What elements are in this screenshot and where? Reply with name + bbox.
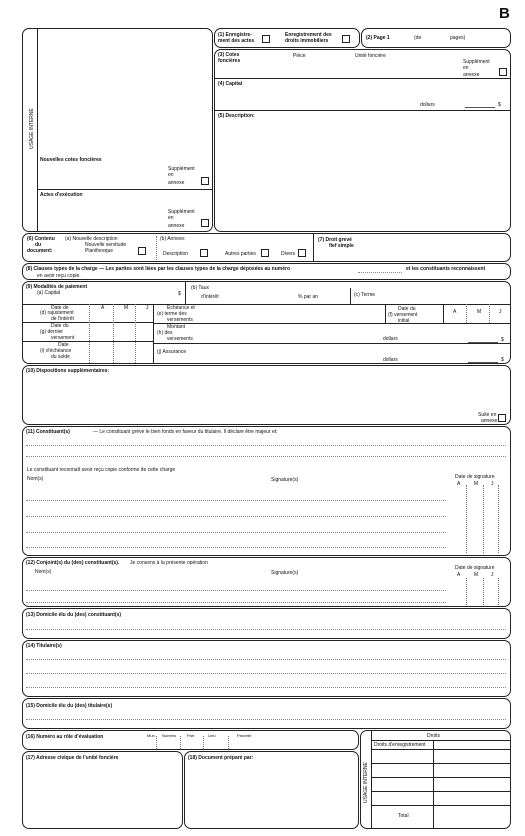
new-lots-label: Nouvelles cotes foncières [40, 157, 102, 163]
additional-provisions-label: (10) Dispositions supplémentaires: [26, 368, 110, 374]
supplement-checkbox-1[interactable] [201, 177, 209, 185]
total-label: Total [398, 813, 409, 819]
corner-letter: B [499, 5, 510, 22]
supplement-checkbox-2[interactable] [201, 219, 209, 227]
fees-block: USAGE INTERNE Droits Droits d'enregistrement Total [360, 730, 511, 829]
description-label: (5) Description: [218, 113, 255, 119]
annex-description-checkbox[interactable] [200, 249, 208, 257]
field-16-assessment: (16) Numéro au rôle d'évaluation Mun. Numéro Part Lieu Parcelle [22, 730, 359, 750]
acts-registration-checkbox[interactable] [262, 35, 270, 43]
fields-3-5: (3) Cotes foncières Pièce Unité foncière Supplément en annexe (4) Capital dollars $ (5) Description: [214, 49, 511, 232]
field-15-holder-address: (15) Domicile élu du (des) titulaire(s) [22, 698, 511, 729]
field-13-chargor-address: (13) Domicile élu du (des) constituant(s) [22, 608, 511, 639]
field-12-spouse: (12) Conjoint(s) du (des) constituant(s). Je consens à la présente opération Nom(s) Signature(s) Date de signature A M J [22, 557, 511, 607]
land-rights-checkbox[interactable] [342, 35, 350, 43]
page-label: (2) Page 1 [366, 35, 390, 41]
annex-parties-checkbox[interactable] [261, 249, 269, 257]
field-2-page: (2) Page 1 (de pages) [361, 28, 511, 48]
capital-label: (4) Capital [218, 81, 243, 87]
lots-supplement-checkbox[interactable] [499, 68, 507, 76]
field-14-holder: (14) Titulaire(s) [22, 640, 511, 697]
field-10-additional: (10) Dispositions supplémentaires: Suite en annexe [22, 365, 511, 425]
execution-acts-label: Actes d'exécution [40, 192, 83, 198]
planiforeque-checkbox[interactable] [138, 247, 146, 255]
field-17-civic-address: (17) Adresse civique de l'unité foncière [22, 751, 183, 829]
field-11-chargor: (11) Constituant(s) — Le constituant grève le bien fonds en faveur du titulaire. Il déclare être majeur et: Le constituant reconnaît avoir reçu copie conforme de cette charge Nom(s) Signature(s) Date de signature A M J [22, 426, 511, 556]
field-6-7: (6) Contenu du document: (a) Nouvelle description Nouvelle servitude Planiforeque (b) Annexe: Description Autres parties Divers (7) Droit grevé fief simple [22, 233, 511, 262]
field-8-standard-clauses: (8) Clauses types de la charge — Les parties sont liées par les clauses types de la charge déposées au numéro et les constituants reconnaissent en avoir reçu copie. [22, 263, 511, 280]
internal-use-block: USAGE INTERNE Nouvelles cotes foncières Supplément en annexe Actes d'exécution Supplément en annexe [22, 28, 213, 232]
field-9-payment: (9) Modalités de paiement (a) Capital $ (b) Taux d'intérêt % par an (c) Terme Date de (d) rajustement de l'intérêt A M J Date du (g) dernier versement Date (i) d'échéance du solde Échéance et (e) terme des versements Montant (h) des versements dollars $ (j) Assurance dollars $ Date du (f) versement initial A M J [22, 281, 511, 364]
annex-various-checkbox[interactable] [298, 249, 306, 257]
field-18-prepared-by: (18) Document préparé par: [184, 751, 359, 829]
internal-use-label: USAGE INTERNE [29, 108, 35, 149]
provisions-supplement-checkbox[interactable] [498, 414, 506, 422]
field-1-registration: (1) Enregistre- ment des actes Enregistrement des droits immobiliers [214, 28, 360, 48]
